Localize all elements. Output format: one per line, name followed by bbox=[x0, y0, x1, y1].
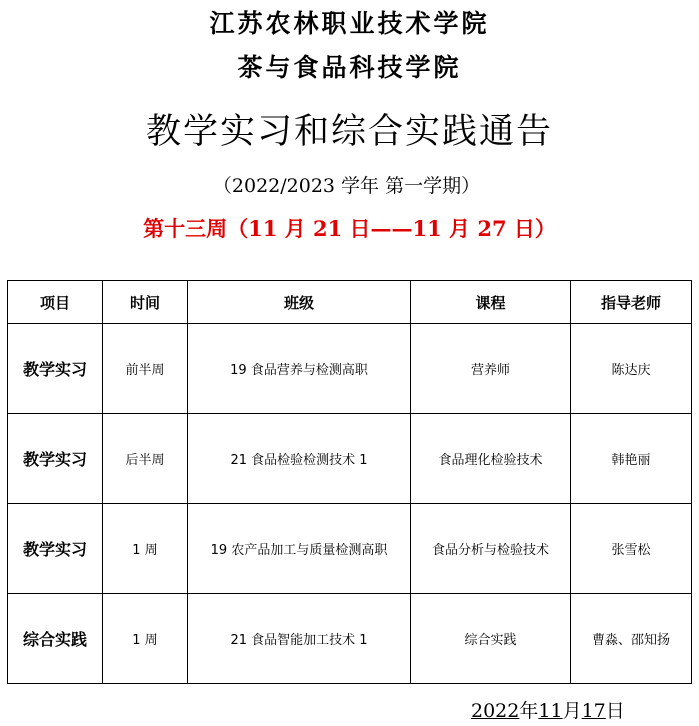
column-header-course: 课程 bbox=[411, 281, 571, 324]
term-label: （2022/2023 学年 第一学期） bbox=[212, 175, 481, 197]
college-name: 茶与食品科技学院 bbox=[237, 53, 462, 82]
time-cell: 1 周 bbox=[103, 594, 188, 684]
class-cell: 21 食品智能加工技术 1 bbox=[188, 594, 411, 684]
table-row bbox=[8, 594, 692, 684]
school-name: 江苏农林职业技术学院 bbox=[209, 9, 490, 38]
class-cell: 19 农产品加工与质量检测高职 bbox=[188, 504, 411, 594]
course-cell: 营养师 bbox=[411, 324, 571, 414]
date-day: 17 bbox=[581, 700, 606, 722]
column-header-class: 班级 bbox=[188, 281, 411, 324]
table-row bbox=[8, 324, 692, 414]
column-header-time: 时间 bbox=[103, 281, 188, 324]
time-cell: 1 周 bbox=[103, 504, 188, 594]
date-day-unit: 日 bbox=[605, 700, 625, 722]
time-cell: 后半周 bbox=[103, 414, 188, 504]
schedule-table bbox=[7, 280, 692, 684]
date-month-unit: 月 bbox=[562, 700, 582, 722]
table-row bbox=[8, 414, 692, 504]
time-cell: 前半周 bbox=[103, 324, 188, 414]
project-cell: 教学实习 bbox=[8, 414, 103, 504]
project-cell: 教学实习 bbox=[8, 504, 103, 594]
project-cell: 教学实习 bbox=[8, 324, 103, 414]
date-month: 11 bbox=[538, 700, 563, 722]
issue-date bbox=[471, 696, 625, 723]
date-year: 2022 bbox=[471, 700, 520, 722]
date-year-unit: 年 bbox=[519, 700, 539, 722]
notice-title: 教学实习和综合实践通告 bbox=[145, 112, 553, 152]
week-label: 第十三周（11 月 21 日——11 月 27 日） bbox=[143, 216, 556, 241]
teacher-cell: 张雪松 bbox=[571, 504, 692, 594]
column-header-project: 项目 bbox=[8, 281, 103, 324]
teacher-cell: 陈达庆 bbox=[571, 324, 692, 414]
teacher-cell: 曹淼、邵知扬 bbox=[571, 594, 692, 684]
course-cell: 综合实践 bbox=[411, 594, 571, 684]
table-row bbox=[8, 504, 692, 594]
column-header-teacher: 指导老师 bbox=[571, 281, 692, 324]
course-cell: 食品分析与检验技术 bbox=[411, 504, 571, 594]
table-header-row bbox=[8, 281, 692, 324]
course-cell: 食品理化检验技术 bbox=[411, 414, 571, 504]
project-cell: 综合实践 bbox=[8, 594, 103, 684]
teacher-cell: 韩艳丽 bbox=[571, 414, 692, 504]
class-cell: 21 食品检验检测技术 1 bbox=[188, 414, 411, 504]
class-cell: 19 食品营养与检测高职 bbox=[188, 324, 411, 414]
